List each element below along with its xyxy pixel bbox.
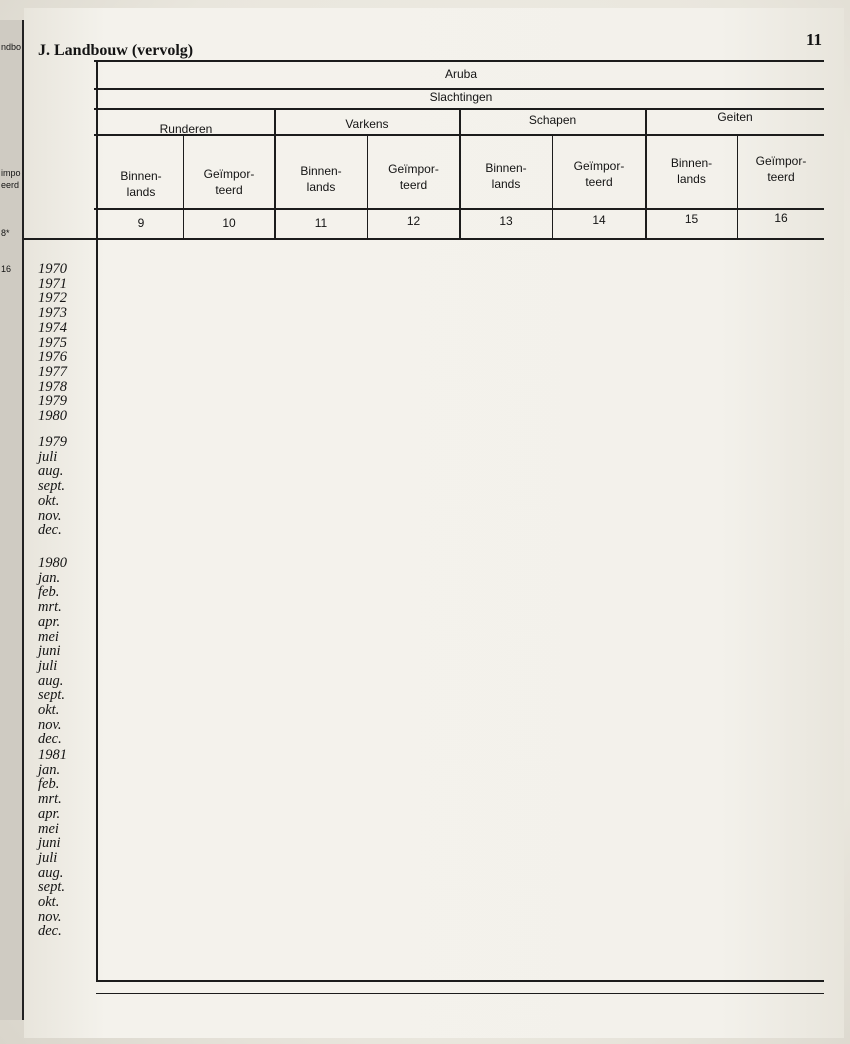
subhead-label: Binnen- lands (300, 164, 342, 194)
row-label: juli (38, 448, 58, 465)
header-island: Aruba (444, 67, 478, 81)
row-label: juli (38, 849, 58, 866)
row-label: mrt. (38, 791, 62, 808)
prev-page-fragment: impo (1, 168, 21, 178)
prev-page-fragment: 8* (1, 228, 10, 238)
header-group-varkens: Varkens (345, 117, 389, 131)
previous-page-edge (0, 20, 24, 1020)
row-label: 1971 (38, 275, 67, 292)
row-label: okt. (38, 702, 60, 718)
row-label: jan. (38, 761, 61, 778)
subhead-label: Binnen- lands (120, 169, 162, 199)
row-label: 1972 (38, 290, 67, 307)
row-label: 1978 (38, 378, 67, 395)
column-number: 13 (499, 214, 513, 228)
row-label: okt. (38, 492, 60, 509)
header-rule-group-4 (645, 134, 824, 136)
row-label: dec. (38, 923, 62, 940)
header-rule-bottom (24, 238, 824, 240)
subhead-label: Geïmpor- teerd (388, 162, 439, 192)
row-label: mei (38, 628, 59, 645)
row-label: mrt. (38, 599, 62, 616)
table-bottom-rule (96, 980, 824, 982)
header-group-geiten: Geiten (717, 110, 753, 124)
row-label: feb. (38, 584, 60, 601)
row-label: 1980 (38, 408, 67, 424)
subhead-label: Geïmpor- teerd (573, 159, 625, 189)
page-title: J. Landbouw (vervolg) (38, 42, 194, 59)
row-label: 1973 (38, 305, 67, 322)
row-label: 1979 (38, 393, 67, 410)
row-label: juni (38, 643, 61, 660)
row-label: nov. (38, 507, 62, 524)
header-category: Slachtingen (429, 90, 493, 104)
row-label: aug. (38, 672, 64, 689)
row-label: okt. (38, 894, 60, 910)
row-label: aug. (38, 463, 64, 480)
row-label: 1970 (38, 261, 67, 277)
row-label: nov. (38, 908, 62, 925)
prev-page-fragment: ndbo (1, 42, 22, 52)
column-number: 16 (774, 211, 788, 225)
header-group-runderen: Runderen (159, 122, 213, 136)
subhead-label: Binnen- lands (670, 156, 713, 186)
row-label: sept. (38, 687, 65, 704)
row-label: 1976 (38, 349, 67, 366)
row-label: 1975 (38, 334, 67, 351)
row-label: jan. (38, 569, 61, 586)
row-label: nov. (38, 716, 62, 733)
row-label: feb. (38, 776, 60, 793)
row-label: sept. (38, 478, 65, 495)
row-label: juni (38, 835, 61, 852)
page-number: 11 (805, 30, 822, 49)
subhead-label: Geïmpor- teerd (755, 154, 807, 184)
row-label: juli (38, 657, 58, 674)
section-heading: 1980 (38, 555, 67, 571)
row-label: sept. (38, 879, 65, 896)
column-number: 14 (592, 213, 606, 227)
column-number: 9 (137, 216, 145, 230)
column-number: 11 (314, 216, 328, 230)
footer-rule (96, 993, 824, 994)
row-label: aug. (38, 864, 64, 881)
section-heading: 1981 (38, 747, 67, 763)
column-number: 12 (406, 214, 421, 228)
column-number: 10 (222, 216, 236, 230)
row-label: dec. (38, 731, 62, 748)
row-label: dec. (38, 522, 62, 539)
subhead-label: Geïmpor- teerd (203, 167, 255, 197)
column-number: 15 (684, 212, 699, 226)
prev-page-fragment: eerd (1, 180, 20, 190)
header-group-schapen: Schapen (528, 113, 577, 127)
section-heading: 1979 (38, 434, 67, 450)
header-rule-top (94, 60, 824, 62)
subhead-label: Binnen- lands (485, 161, 527, 191)
prev-page-fragment: 16 (1, 264, 12, 274)
document-page (24, 8, 844, 1038)
row-label: 1977 (38, 363, 67, 380)
row-label: 1974 (38, 319, 67, 336)
row-label: apr. (38, 805, 61, 822)
row-label: apr. (38, 613, 61, 630)
row-label: mei (38, 820, 59, 837)
